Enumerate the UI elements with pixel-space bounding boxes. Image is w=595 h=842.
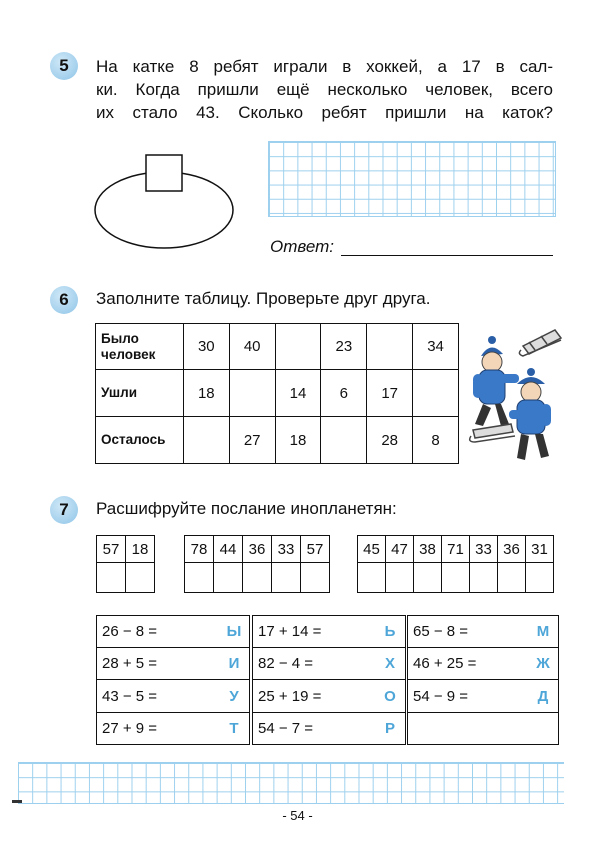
cipher-word-1 xyxy=(96,535,155,593)
key-row xyxy=(97,712,249,744)
cipher-word-3 xyxy=(357,535,554,593)
row-header: Ушли xyxy=(96,370,184,417)
cipher-number: 47 xyxy=(386,536,414,563)
answer-cell[interactable] xyxy=(386,563,414,593)
cipher-word-2 xyxy=(184,535,330,593)
table-cell[interactable]: 28 xyxy=(367,417,413,464)
key-letter: Ы xyxy=(219,616,249,648)
row-header: Было человек xyxy=(96,324,184,370)
answer-cell[interactable] xyxy=(526,563,554,593)
solution-grid[interactable] xyxy=(268,141,556,217)
answer-cell[interactable] xyxy=(272,563,301,593)
key-row xyxy=(253,648,405,680)
cipher-number: 38 xyxy=(414,536,442,563)
cipher-number: 18 xyxy=(126,536,155,563)
key-expression: 27 + 9 = xyxy=(102,719,158,737)
answer-cell[interactable] xyxy=(470,563,498,593)
answer-cell[interactable] xyxy=(498,563,526,593)
key-expression: 54 − 9 = xyxy=(408,680,528,712)
task-text-line: их стало 43. Сколько ребят пришли на каток? xyxy=(96,103,553,122)
cipher-number: 36 xyxy=(243,536,272,563)
key-expression: 46 + 25 = xyxy=(408,648,528,680)
cipher-number: 36 xyxy=(498,536,526,563)
answer-cell[interactable] xyxy=(214,563,243,593)
table-row xyxy=(96,324,459,370)
table-cell[interactable] xyxy=(367,324,413,370)
answer-cell[interactable] xyxy=(185,563,214,593)
cipher-number: 71 xyxy=(442,536,470,563)
key-expression: 25 + 19 = xyxy=(253,680,375,712)
task-text-line: ки. Когда пришли ещё несколько человек, всего xyxy=(96,80,553,99)
cipher-number: 33 xyxy=(272,536,301,563)
key-expression: 54 − 7 = xyxy=(258,719,314,737)
writing-grid[interactable] xyxy=(18,762,564,804)
table-cell[interactable] xyxy=(275,324,321,370)
key-row xyxy=(97,648,249,680)
table-row xyxy=(96,370,459,417)
cipher-key-column xyxy=(407,615,559,745)
answer-cell[interactable] xyxy=(243,563,272,593)
key-expression: 28 + 5 = xyxy=(97,648,219,680)
task-text: Расшифруйте послание инопланетян: xyxy=(96,499,397,518)
answer-label: Ответ: xyxy=(270,237,335,256)
key-letter: У xyxy=(219,680,249,712)
key-row xyxy=(253,616,405,648)
cipher-number: 31 xyxy=(526,536,554,563)
key-expression xyxy=(408,712,528,744)
cipher-number: 57 xyxy=(97,536,126,563)
scheme-square xyxy=(146,155,182,191)
table-cell[interactable]: 30 xyxy=(183,324,229,370)
key-row xyxy=(408,648,558,680)
table-cell[interactable] xyxy=(321,417,367,464)
key-letter: Д xyxy=(528,680,558,712)
table-cell[interactable]: 17 xyxy=(367,370,413,417)
table-cell[interactable] xyxy=(229,370,275,417)
key-letter: О xyxy=(375,680,405,712)
key-letter: И xyxy=(219,648,249,680)
key-row xyxy=(408,680,558,712)
key-row xyxy=(253,680,405,712)
key-letter: Т xyxy=(229,719,239,737)
sled-icon xyxy=(519,330,561,356)
key-row xyxy=(97,616,249,648)
people-table xyxy=(95,323,459,464)
cipher-key-column xyxy=(252,615,406,745)
key-letter: Ь xyxy=(375,616,405,648)
key-letter: Р xyxy=(384,719,395,737)
table-cell[interactable]: 18 xyxy=(183,370,229,417)
table-row xyxy=(96,417,459,464)
cipher-number: 45 xyxy=(358,536,386,563)
table-cell[interactable]: 23 xyxy=(321,324,367,370)
cipher-number: 33 xyxy=(470,536,498,563)
task-text xyxy=(96,55,553,124)
table-cell[interactable]: 14 xyxy=(275,370,321,417)
cipher-number: 78 xyxy=(185,536,214,563)
page-number: - 54 - xyxy=(282,808,313,823)
table-cell[interactable]: 27 xyxy=(229,417,275,464)
key-letter: Х xyxy=(375,648,405,680)
key-row xyxy=(408,712,558,744)
key-letter: М xyxy=(528,616,558,648)
answer-cell[interactable] xyxy=(358,563,386,593)
answer-cell[interactable] xyxy=(301,563,330,593)
table-cell[interactable] xyxy=(413,370,459,417)
key-expression: 17 + 14 = xyxy=(253,616,375,648)
table-cell[interactable]: 40 xyxy=(229,324,275,370)
answer-line[interactable] xyxy=(341,255,553,256)
row-header: Осталось xyxy=(96,417,184,464)
key-letter: Ж xyxy=(528,648,558,680)
key-row xyxy=(97,680,249,712)
cipher-number: 44 xyxy=(214,536,243,563)
answer-cell[interactable] xyxy=(126,563,155,593)
table-cell[interactable]: 34 xyxy=(413,324,459,370)
key-expression: 82 − 4 = xyxy=(253,648,375,680)
task-number-badge: 5 xyxy=(50,52,78,80)
key-row xyxy=(408,616,558,648)
key-expression: 43 − 5 = xyxy=(97,680,219,712)
table-cell[interactable] xyxy=(183,417,229,464)
answer-cell[interactable] xyxy=(442,563,470,593)
children-sledding-illustration xyxy=(465,318,575,468)
key-row xyxy=(253,712,405,744)
cipher-number: 57 xyxy=(301,536,330,563)
table-cell[interactable]: 6 xyxy=(321,370,367,417)
answer-cell[interactable] xyxy=(97,563,126,593)
table-cell[interactable]: 18 xyxy=(275,417,321,464)
sled-icon xyxy=(470,424,515,442)
key-expression: 65 − 8 = xyxy=(408,616,528,648)
cipher-key-column xyxy=(96,615,250,745)
task-text-line: На катке 8 ребят играли в хоккей, а 17 в сал- xyxy=(96,57,553,76)
task-text: Заполните таблицу. Проверьте друг друга. xyxy=(96,289,431,308)
table-cell[interactable]: 8 xyxy=(413,417,459,464)
task-number-badge: 7 xyxy=(50,496,78,524)
key-expression: 26 − 8 = xyxy=(97,616,219,648)
key-letter xyxy=(528,712,558,744)
margin-mark xyxy=(12,800,22,803)
answer-cell[interactable] xyxy=(414,563,442,593)
task-number-badge: 6 xyxy=(50,286,78,314)
scheme-diagram xyxy=(92,152,238,252)
